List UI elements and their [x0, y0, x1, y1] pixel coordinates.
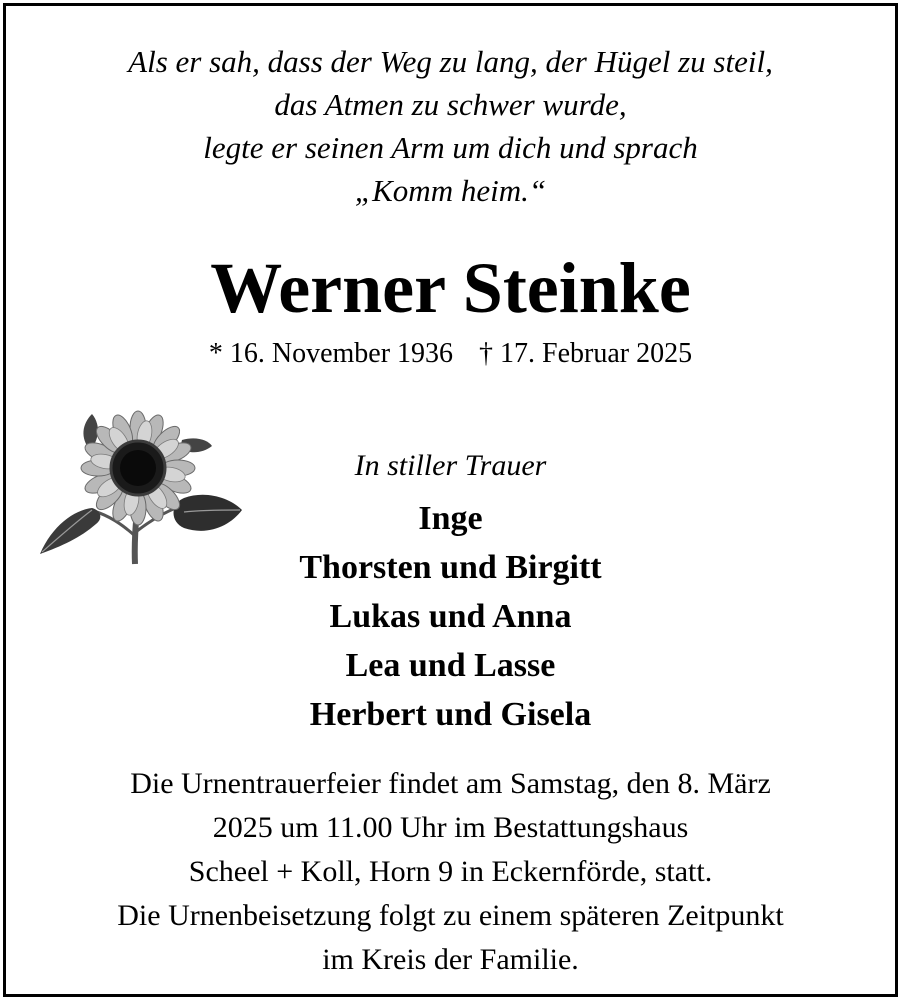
poem-line: „Komm heim.“	[354, 173, 547, 208]
poem-line: legte er seinen Arm um dich und sprach	[203, 130, 698, 165]
funeral-notice	[6, 762, 895, 982]
notice-line: Die Urnentrauerfeier findet am Samstag, den 8. März	[130, 767, 771, 800]
mourner-name: Inge	[418, 500, 483, 537]
notice-line: 2025 um 11.00 Uhr im Bestattungshaus	[212, 811, 689, 844]
life-dates	[6, 336, 895, 372]
birth-date: * 16. November 1936	[208, 338, 454, 369]
poem-line: Als er sah, dass der Weg zu lang, der Hügel zu steil,	[128, 44, 773, 79]
mourner-name: Lukas und Anna	[329, 598, 572, 635]
mourner-name: Thorsten und Birgitt	[299, 549, 602, 586]
mourner-name: Herbert und Gisela	[309, 696, 592, 733]
mourner-name: Lea und Lasse	[345, 647, 556, 684]
notice-line: im Kreis der Familie.	[322, 943, 579, 976]
deceased-name: Werner Steinke	[210, 248, 691, 328]
poem-line: das Atmen zu schwer wurde,	[274, 87, 627, 122]
death-date: † 17. Februar 2025	[479, 338, 693, 369]
poem	[6, 40, 895, 212]
mourning-heading: In stiller Trauer	[354, 449, 547, 482]
mourners-list	[6, 494, 895, 739]
notice-line: Scheel + Koll, Horn 9 in Eckernförde, statt.	[188, 855, 713, 888]
obituary-frame	[3, 3, 898, 997]
notice-line: Die Urnenbeisetzung folgt zu einem späteren Zeitpunkt	[117, 899, 784, 932]
